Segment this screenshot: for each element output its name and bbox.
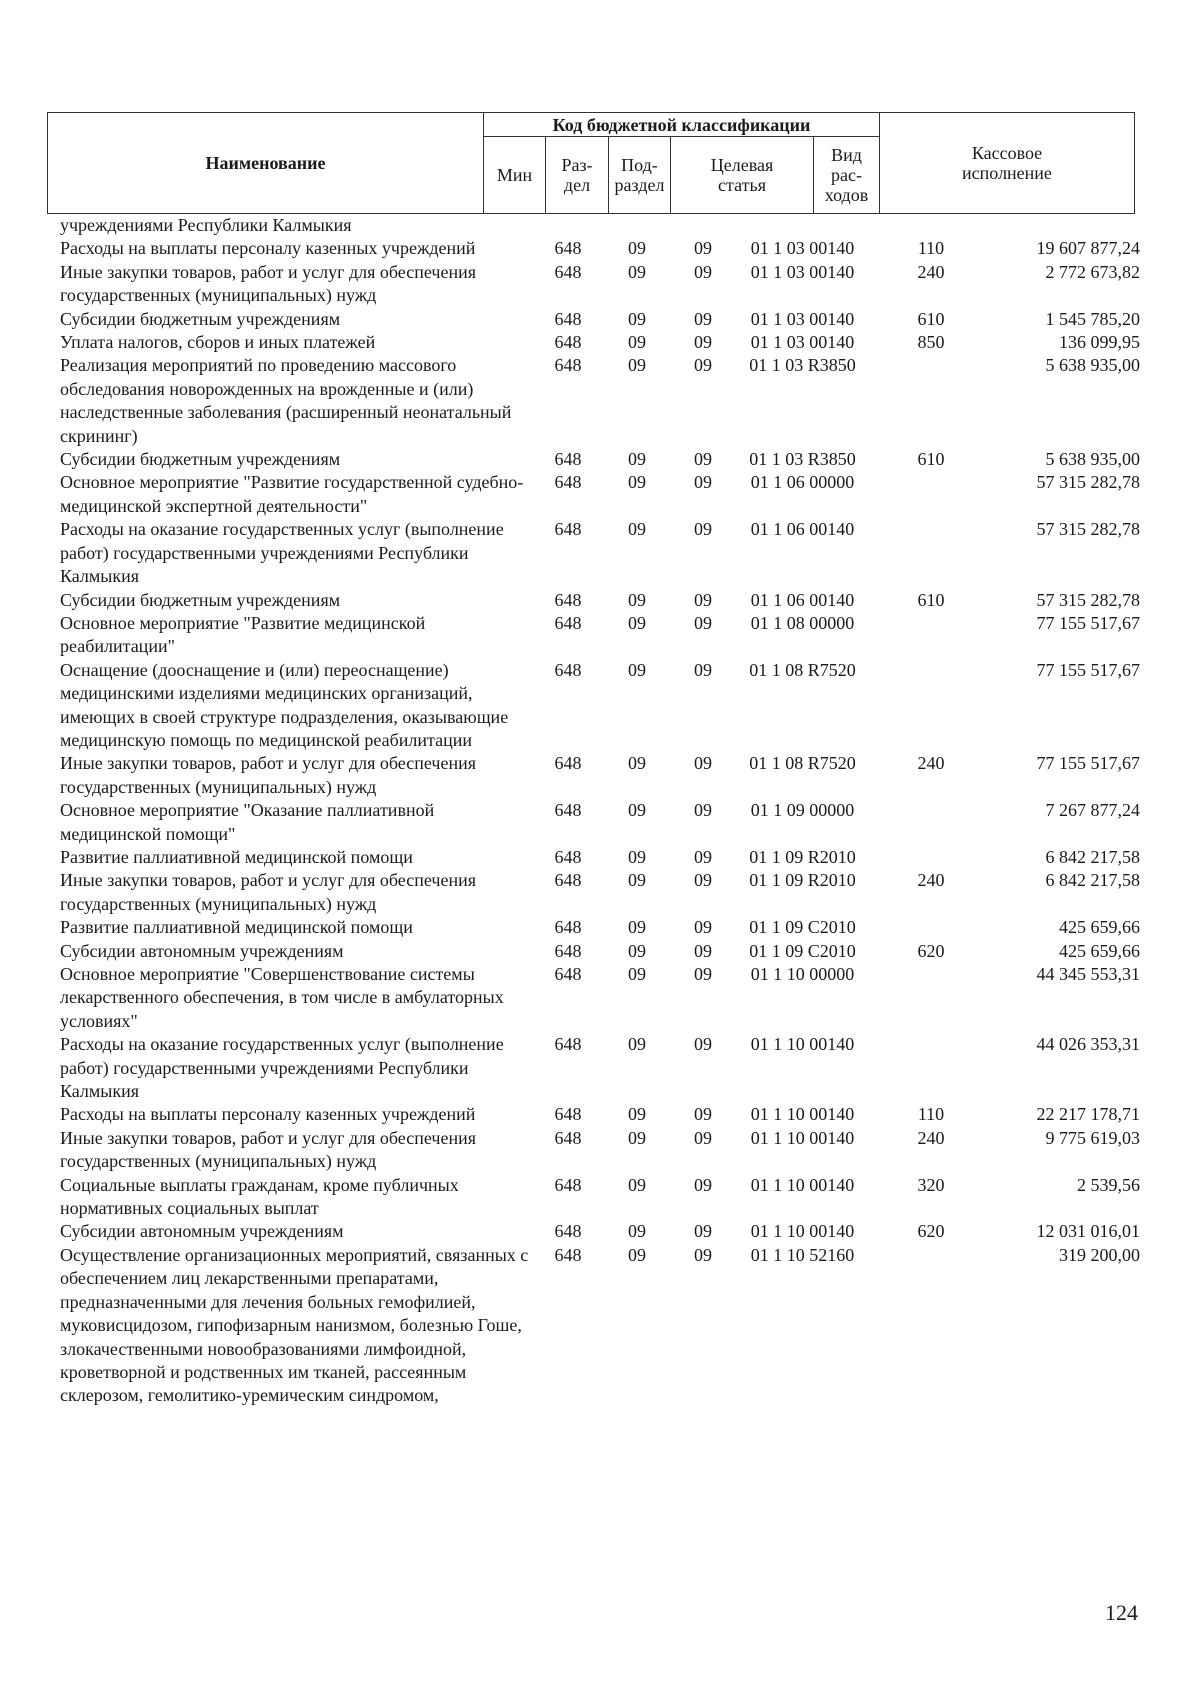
header-min: Мин: [484, 137, 546, 214]
row-sum: 6 842 217,58: [1045, 846, 1140, 867]
row-podrazdel: 09: [694, 1127, 712, 1148]
row-razdel: 09: [628, 472, 646, 493]
page-number: 124: [1105, 1600, 1138, 1625]
table-body: [60, 214, 1140, 1408]
row-cel: 01 1 08 R7520: [749, 659, 856, 680]
row-razdel: 09: [628, 964, 646, 984]
row-min: 648: [554, 472, 582, 493]
row-cel: 01 1 10 00140: [750, 1127, 855, 1148]
row-podrazdel: 09: [694, 1104, 712, 1125]
row-sum: 77 155 517,67: [1036, 753, 1140, 774]
table-row: [60, 612, 1140, 659]
row-cel: 01 1 10 00000: [750, 964, 855, 984]
row-razdel: 09: [628, 1127, 646, 1148]
row-name: учреждениями Республики Калмыкия: [60, 215, 352, 235]
row-podrazdel: 09: [694, 753, 712, 774]
row-vid: 110: [917, 1104, 945, 1125]
row-podrazdel: 09: [694, 659, 712, 680]
row-cel: 01 1 10 00140: [750, 1221, 855, 1242]
row-sum: 57 315 282,78: [1036, 472, 1140, 493]
row-min: 648: [554, 519, 582, 540]
row-podrazdel: 09: [694, 589, 712, 610]
row-razdel: 09: [628, 589, 646, 610]
row-cel: 01 1 08 00000: [750, 612, 855, 633]
row-name: Субсидии бюджетным учреждениям: [60, 449, 341, 470]
row-name: Социальные выплаты гражданам, кроме публичных нормативных социальных выплат: [60, 1174, 459, 1219]
row-sum: 12 031 016,01: [1036, 1221, 1140, 1242]
row-min: 648: [554, 846, 582, 867]
row-cel: 01 1 09 C2010: [749, 940, 856, 961]
row-name: Иные закупки товаров, работ и услуг для обеспечения государственных (муниципальных) нужд: [60, 753, 476, 797]
row-podrazdel: 09: [694, 612, 712, 633]
header-vid: Вид рас- ходов: [814, 137, 880, 214]
row-name: Субсидии автономным учреждениям: [60, 1221, 344, 1242]
row-sum: 77 155 517,67: [1036, 612, 1140, 633]
row-razdel: 09: [628, 238, 646, 259]
row-razdel: 09: [628, 355, 646, 376]
row-cel: 01 1 03 00140: [750, 308, 855, 329]
row-sum: 57 315 282,78: [1036, 519, 1140, 540]
row-podrazdel: 09: [694, 917, 712, 938]
row-razdel: 09: [628, 1174, 646, 1195]
row-podrazdel: 09: [694, 472, 712, 493]
row-sum: 5 638 935,00: [1045, 355, 1140, 376]
row-name: Основное мероприятие "Развитие государственной судебно-медицинской экспертной деятельности": [60, 472, 524, 516]
row-cel: 01 1 10 00140: [750, 1034, 855, 1055]
table-row: [60, 963, 1140, 1033]
row-razdel: 09: [628, 1034, 646, 1055]
row-sum: 136 099,95: [1059, 332, 1140, 353]
row-vid: 620: [917, 1221, 945, 1242]
header-podrazdel: Под- раздел: [609, 137, 671, 214]
row-vid: 240: [917, 1127, 945, 1148]
table-row: [60, 448, 1140, 471]
row-podrazdel: 09: [694, 308, 712, 329]
row-vid: 240: [917, 753, 945, 774]
table-row: [60, 1103, 1140, 1126]
row-vid: 110: [917, 238, 945, 259]
row-podrazdel: 09: [694, 940, 712, 961]
row-vid: 850: [917, 332, 945, 353]
table-row: [60, 940, 1140, 963]
row-name: Субсидии автономным учреждениям: [60, 940, 344, 961]
row-name: Оснащение (дооснащение и (или) переоснащение) медицинскими изделиями медицинских организаций, имеющих в своей структуре подразделения, оказывающие медицинскую помощь по медицинской реабилитации: [60, 659, 509, 750]
row-sum: 6 842 217,58: [1045, 870, 1140, 891]
row-razdel: 09: [628, 1221, 646, 1242]
row-min: 648: [554, 940, 582, 961]
row-razdel: 09: [628, 612, 646, 633]
row-min: 648: [554, 1127, 582, 1148]
header-kassovoe: Кассовое исполнение: [880, 113, 1135, 214]
row-cel: 01 1 03 R3850: [749, 449, 856, 470]
row-razdel: 09: [628, 800, 646, 821]
row-min: 648: [554, 332, 582, 353]
row-cel: 01 1 06 00140: [750, 589, 855, 610]
row-podrazdel: 09: [694, 1244, 712, 1265]
row-razdel: 09: [628, 519, 646, 540]
row-min: 648: [554, 870, 582, 891]
row-sum: 425 659,66: [1059, 940, 1140, 961]
row-vid: 610: [917, 449, 945, 470]
row-sum: 77 155 517,67: [1036, 659, 1140, 680]
table-row: [60, 869, 1140, 916]
row-razdel: 09: [628, 940, 646, 961]
header-budget-code: Код бюджетной классификации: [484, 113, 880, 137]
row-min: 648: [554, 1104, 582, 1125]
row-cel: 01 1 10 00140: [750, 1104, 855, 1125]
row-razdel: 09: [628, 846, 646, 867]
row-min: 648: [554, 753, 582, 774]
table-row: [60, 752, 1140, 799]
row-sum: 1 545 785,20: [1045, 308, 1140, 329]
row-min: 648: [554, 1244, 582, 1265]
row-vid: 240: [917, 870, 945, 891]
row-name: Осуществление организационных мероприятий, связанных с обеспечением лиц лекарственными препаратами, предназначенными для лечения больных гемофилией, муковисцидозом, гипофизарным нанизмом, болезнью Гоше, злокачественными новообразованиями лимфоидной, кроветворной и родственных им тканей, рассеянным склерозом, гемолитико-уремическим синдромом,: [60, 1244, 529, 1406]
row-cel: 01 1 08 R7520: [749, 753, 856, 774]
row-podrazdel: 09: [694, 1174, 712, 1195]
row-sum: 2 772 673,82: [1045, 261, 1140, 282]
row-cel: 01 1 06 00140: [750, 519, 855, 540]
row-name: Уплата налогов, сборов и иных платежей: [60, 332, 376, 353]
row-name: Субсидии бюджетным учреждениям: [60, 308, 341, 329]
row-cel: 01 1 03 00140: [750, 332, 855, 353]
table-row: [60, 308, 1140, 331]
row-min: 648: [554, 964, 582, 984]
row-podrazdel: 09: [694, 449, 712, 470]
row-name: Иные закупки товаров, работ и услуг для обеспечения государственных (муниципальных) нужд: [60, 1127, 476, 1172]
row-sum: 7 267 877,24: [1045, 800, 1140, 821]
table-row: [60, 261, 1140, 308]
table-row: [60, 518, 1140, 588]
row-podrazdel: 09: [694, 355, 712, 376]
row-cel: 01 1 09 R2010: [749, 870, 856, 891]
row-podrazdel: 09: [694, 870, 712, 891]
row-name: Основное мероприятие "Оказание паллиативной медицинской помощи": [60, 800, 435, 844]
row-razdel: 09: [628, 870, 646, 891]
row-vid: 320: [917, 1174, 945, 1195]
row-sum: 44 026 353,31: [1036, 1034, 1140, 1055]
table-row: [60, 1127, 1140, 1174]
table-row: [60, 846, 1140, 869]
row-vid: 620: [917, 940, 945, 961]
row-podrazdel: 09: [694, 1221, 712, 1242]
table-row: [60, 331, 1140, 354]
table-row: [60, 916, 1140, 939]
row-cel: 01 1 03 R3850: [749, 355, 856, 376]
row-min: 648: [554, 308, 582, 329]
table-row: [60, 237, 1140, 260]
row-vid: 610: [917, 308, 945, 329]
row-podrazdel: 09: [694, 964, 712, 984]
row-razdel: 09: [628, 1244, 646, 1265]
row-razdel: 09: [628, 659, 646, 680]
row-razdel: 09: [628, 917, 646, 938]
row-cel: 01 1 03 00140: [750, 238, 855, 259]
row-cel: 01 1 09 R2010: [749, 846, 856, 867]
row-podrazdel: 09: [694, 519, 712, 540]
row-sum: 319 200,00: [1059, 1244, 1140, 1265]
row-razdel: 09: [628, 1104, 646, 1125]
table-row: [60, 1033, 1140, 1103]
row-sum: 22 217 178,71: [1036, 1104, 1140, 1125]
header-name: Наименование: [48, 113, 484, 214]
table-row: [60, 799, 1140, 846]
row-cel: 01 1 09 00000: [750, 800, 855, 821]
row-razdel: 09: [628, 332, 646, 353]
header-celevaya: Целевая статья: [671, 137, 814, 214]
row-podrazdel: 09: [694, 332, 712, 353]
row-podrazdel: 09: [694, 238, 712, 259]
row-min: 648: [554, 659, 582, 680]
row-sum: 9 775 619,03: [1045, 1127, 1140, 1148]
row-name: Расходы на выплаты персоналу казенных учреждений: [60, 238, 476, 259]
row-vid: 610: [917, 589, 945, 610]
row-name: Расходы на оказание государственных услуг (выполнение работ) государственными учреждениями Республики Калмыкия: [60, 519, 504, 587]
row-min: 648: [554, 589, 582, 610]
row-name: Реализация мероприятий по проведению массового обследования новорожденных на врожденные и (или) наследственные заболевания (расширенный неонатальный скрининг): [60, 355, 512, 446]
row-cel: 01 1 10 52160: [750, 1244, 855, 1265]
row-min: 648: [554, 800, 582, 821]
row-name: Иные закупки товаров, работ и услуг для обеспечения государственных (муниципальных) нужд: [60, 870, 476, 914]
row-name: Развитие паллиативной медицинской помощи: [60, 846, 413, 867]
row-podrazdel: 09: [694, 800, 712, 821]
row-min: 648: [554, 612, 582, 633]
row-sum: 44 345 553,31: [1036, 964, 1140, 984]
table-row: [60, 1244, 1140, 1408]
row-name: Основное мероприятие "Развитие медицинской реабилитации": [60, 612, 426, 657]
row-name: Субсидии бюджетным учреждениям: [60, 589, 341, 610]
table-row: [60, 354, 1140, 448]
row-min: 648: [554, 261, 582, 282]
row-podrazdel: 09: [694, 1034, 712, 1055]
row-cel: 01 1 10 00140: [750, 1174, 855, 1195]
row-name: Иные закупки товаров, работ и услуг для обеспечения государственных (муниципальных) нужд: [60, 261, 476, 306]
table-row: [60, 214, 1140, 237]
row-min: 648: [554, 449, 582, 470]
row-min: 648: [554, 1221, 582, 1242]
table-row: [60, 589, 1140, 612]
row-razdel: 09: [628, 449, 646, 470]
row-cel: 01 1 03 00140: [750, 261, 855, 282]
row-name: Расходы на оказание государственных услуг (выполнение работ) государственными учреждениями Республики Калмыкия: [60, 1034, 504, 1102]
row-sum: 19 607 877,24: [1036, 238, 1140, 259]
table-row: [60, 1174, 1140, 1221]
table-header: [47, 112, 1135, 214]
row-razdel: 09: [628, 753, 646, 774]
row-sum: 5 638 935,00: [1045, 449, 1140, 470]
row-min: 648: [554, 355, 582, 376]
row-vid: 240: [917, 261, 945, 282]
row-name: Основное мероприятие "Совершенствование системы лекарственного обеспечения, в том числе в амбулаторных условиях": [60, 964, 504, 1031]
row-min: 648: [554, 917, 582, 938]
header-razdel: Раз- дел: [546, 137, 609, 214]
table-row: [60, 659, 1140, 753]
row-name: Расходы на выплаты персоналу казенных учреждений: [60, 1104, 476, 1125]
row-podrazdel: 09: [694, 846, 712, 867]
row-razdel: 09: [628, 261, 646, 282]
row-min: 648: [554, 1174, 582, 1195]
row-sum: 425 659,66: [1059, 917, 1140, 938]
row-sum: 2 539,56: [1077, 1174, 1140, 1195]
row-podrazdel: 09: [694, 261, 712, 282]
row-name: Развитие паллиативной медицинской помощи: [60, 917, 413, 938]
table-row: [60, 1220, 1140, 1243]
row-min: 648: [554, 238, 582, 259]
row-sum: 57 315 282,78: [1036, 589, 1140, 610]
row-min: 648: [554, 1034, 582, 1055]
row-cel: 01 1 09 C2010: [749, 917, 856, 938]
row-razdel: 09: [628, 308, 646, 329]
row-cel: 01 1 06 00000: [750, 472, 855, 493]
table-row: [60, 471, 1140, 518]
